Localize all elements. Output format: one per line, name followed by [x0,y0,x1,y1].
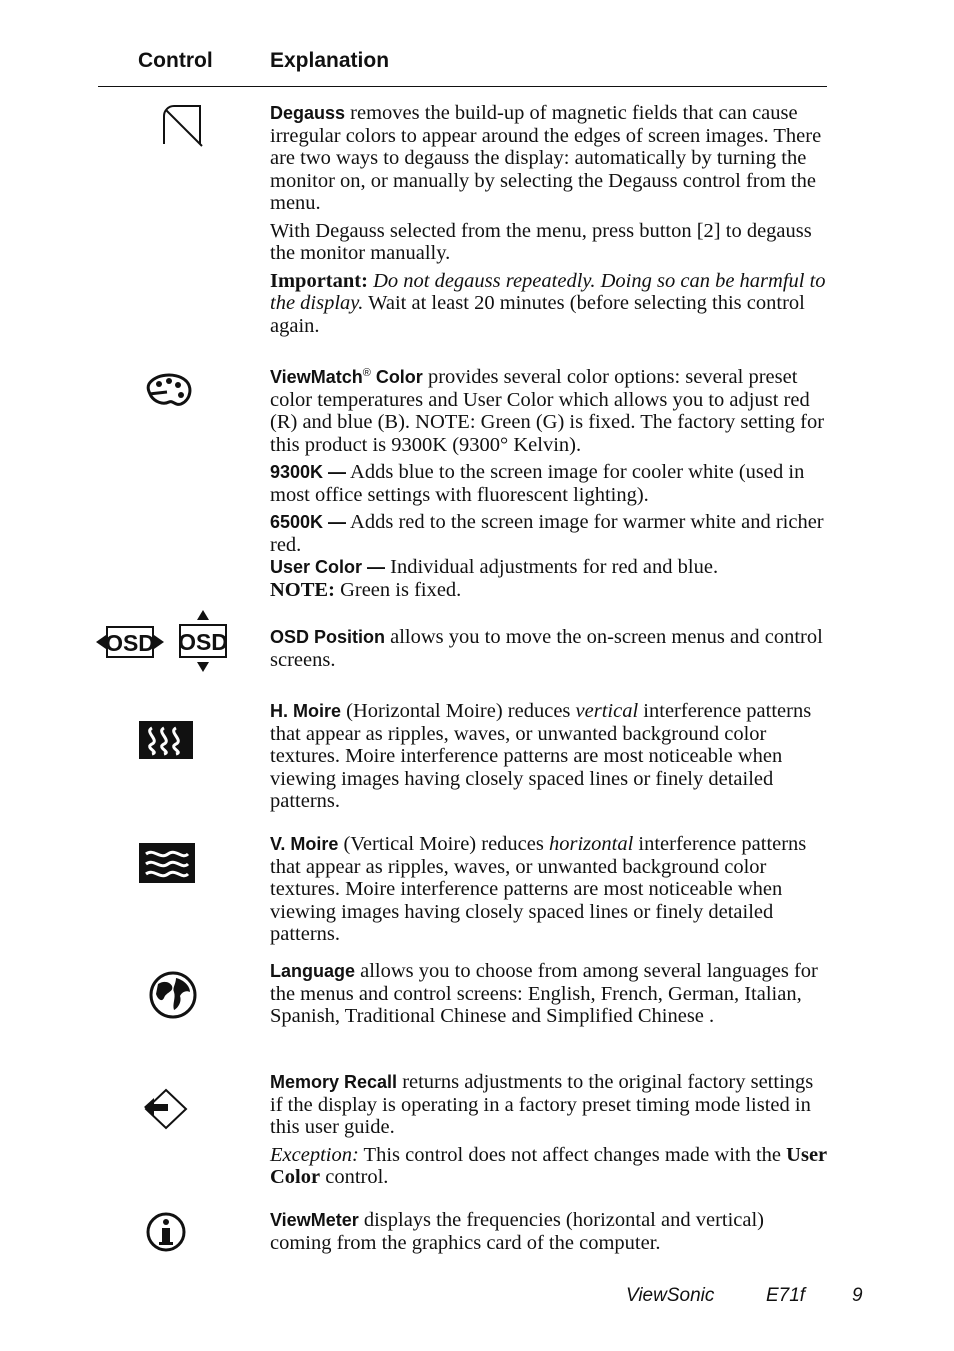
degauss-important-note: Important: Do not degauss repeatedly. Doing so can be harmful to the display. Wait at least 20 minutes (before selecting this control again. [270,269,826,337]
degauss-icon [160,102,206,148]
globe-icon [148,970,198,1020]
footer-brand: ViewSonic [626,1285,715,1306]
osd-position-title: OSD Position [270,627,386,647]
option-user-color: User Color — Individual adjustments for red and blue. [270,556,719,578]
entry-language: Language allows you to choose from among several languages for the menus and control screens: English, French, German, Italian, Spanish, Traditional Chinese and Simplified Chinese . [270,960,818,1027]
viewmatch-title: ViewMatch® Color [270,367,423,387]
viewmatch-note: NOTE: Green is fixed. [270,578,462,601]
osd-horizontal-icon [94,622,166,662]
option-9300k: 9300K — Adds blue to the screen image for cooler white (used in most office settings with fluorescent lighting). [270,461,805,506]
entry-memory-recall: Memory Recall returns adjustments to the original factory settings if the display is operating in a factory preset timing mode listed in this user guide. Exception: This control does not affect changes made with the User Color control. [270,1071,830,1194]
entry-viewmatch-color: ViewMatch® Color provides several color options: several preset color temperatures and User Color which allows you to adjust red (R) and blue (B). NOTE: Green (G) is fixed. The factory setting for this product is 9300K (9300° Kelvin). 9300K — Adds blue to the screen image for cooler white (used in most office settings with fluorescent lighting). 6500K — Adds red to the screen image for warmer white and richer red. User Color — Individual adjustments for red and blue. NOTE: Green is fixed. [270,362,830,606]
entry-osd-position: OSD Position allows you to move the on-screen menus and control screens. [270,626,823,671]
memory-recall-exception: Exception: This control does not affect changes made with the User Color control. [270,1143,827,1188]
svg-text:OSD: OSD [178,629,228,655]
header-divider [98,86,827,87]
info-icon [145,1211,187,1253]
degauss-title: Degauss [270,103,346,123]
h-moire-icon [138,720,194,760]
h-moire-title: H. Moire [270,701,342,721]
column-header-explanation: Explanation [270,49,390,72]
entry-v-moire: V. Moire (Vertical Moire) reduces horizontal interference patterns that appear as ripples, waves, or unwanted background color textures. Moire interference patterns are most noticeable when viewing images having closely spaced lines or finely detailed patterns. [270,833,807,945]
entry-h-moire: H. Moire (Horizontal Moire) reduces vertical interference patterns that appear as ripples, waves, or unwanted background color textures. Moire interference patterns are most noticeable when viewing images having closely spaced lines or finely detailed patterns. [270,700,812,812]
entry-degauss: Degauss removes the build-up of magnetic fields that can cause irregular colors to appear around the edges of screen images. There are two ways to degauss the display: automatically by turning the monitor on, or manually by selecting the Degauss control from the menu. With Degauss selected from the menu, press button [2] to degauss the monitor manually. Important: Do not degauss repeatedly. Doing so can be harmful to the display. Wait at least 20 minutes (before selecting this control again. [270,102,830,342]
osd-vertical-icon [176,608,230,674]
memory-recall-icon [142,1086,190,1132]
memory-recall-title: Memory Recall [270,1072,398,1092]
viewmeter-title: ViewMeter [270,1210,359,1230]
footer-page-number: 9 [852,1285,863,1306]
palette-icon [145,372,193,408]
entry-viewmeter: ViewMeter displays the frequencies (horizontal and vertical) coming from the graphics card of the computer. [270,1209,765,1254]
svg-text:OSD: OSD [105,630,155,656]
option-6500k: 6500K — Adds red to the screen image for warmer white and richer red. [270,511,824,556]
v-moire-title: V. Moire [270,834,339,854]
v-moire-icon [138,842,196,884]
footer-model: E71f [766,1285,806,1306]
degauss-instruction: With Degauss selected from the menu, press button [2] to degauss the monitor manually. [270,219,812,264]
language-title: Language [270,961,356,981]
column-header-control: Control [138,49,213,72]
